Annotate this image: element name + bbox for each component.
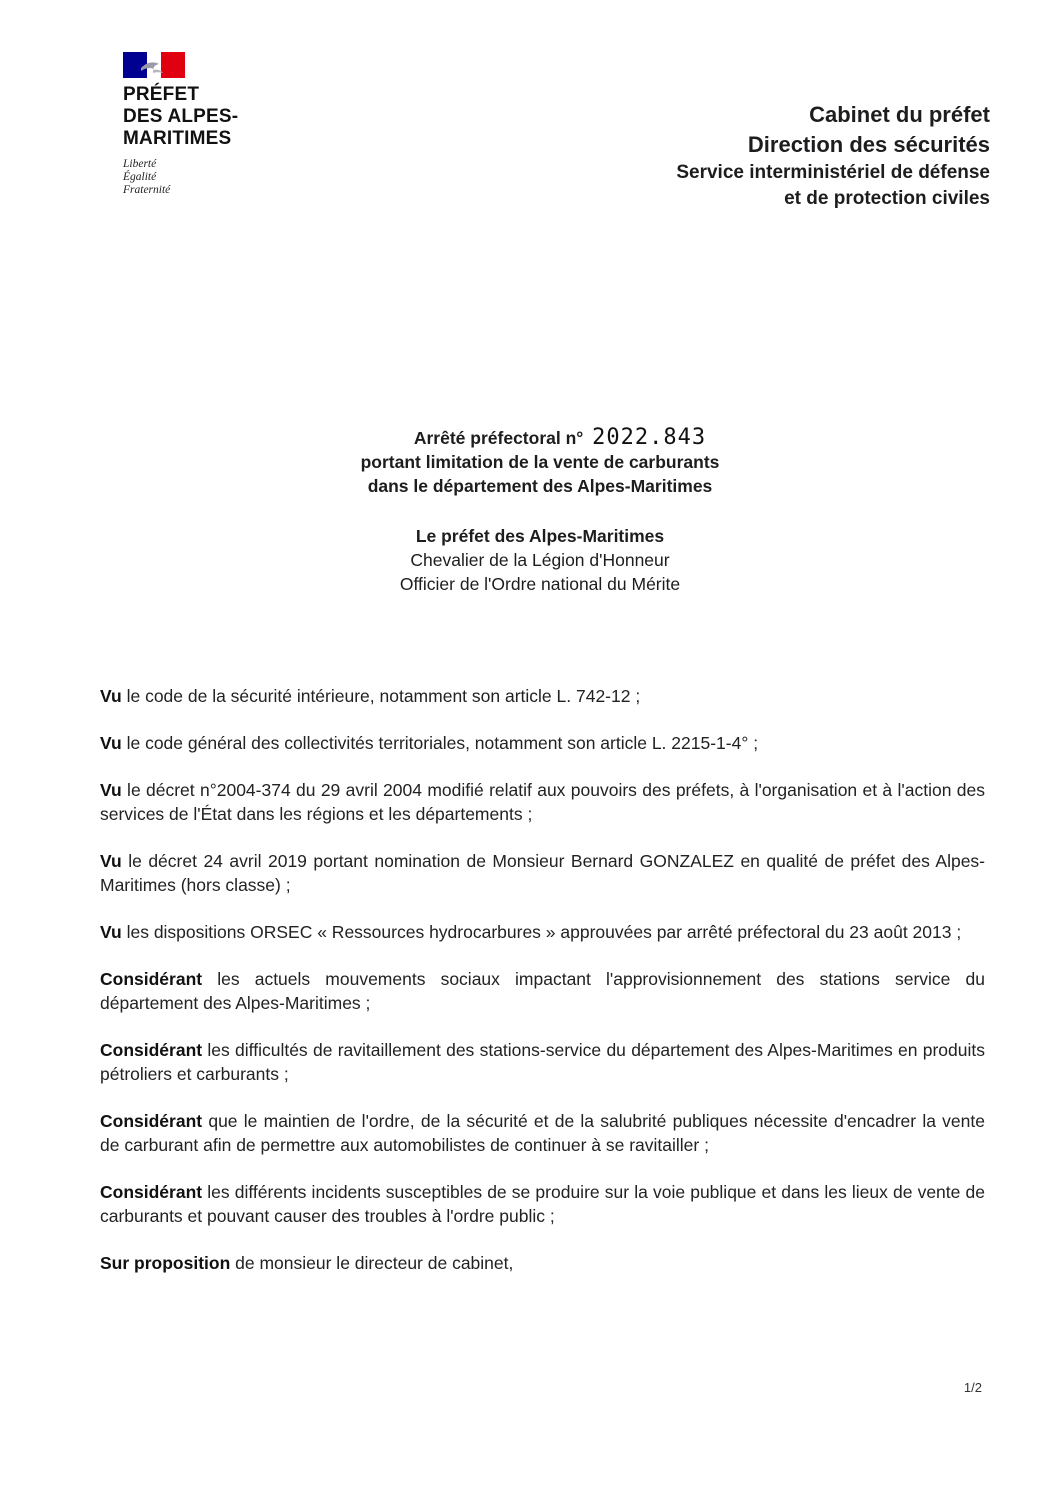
recital-paragraph [100,920,985,944]
prefet-name [123,84,323,150]
service-line: Direction des sécurités [747,132,990,157]
recital-keyword: Vu [100,922,122,942]
recital-keyword: Vu [100,851,122,871]
recital-paragraph [100,1038,985,1086]
recital-paragraph [100,1180,985,1228]
service-line: et de protection civiles [784,188,990,209]
service-line: Cabinet du préfet [809,102,990,127]
recital-text: le décret n°2004-374 du 29 avril 2004 modifié relatif aux pouvoirs des préfets, à l'organisation et à l'action des services de l'État dans les régions et les départements ; [100,780,985,824]
recital-keyword: Considérant [100,1182,203,1202]
page-number: 1/2 [963,1380,982,1395]
republic-motto [123,158,323,197]
recital-paragraph [100,849,985,897]
recital-keyword: Vu [100,686,122,706]
recital-text: les difficultés de ravitaillement des stations-service du département des Alpes-Maritimes en produits pétroliers et carburants ; [100,1040,985,1084]
prefet-line: DES ALPES- [123,106,239,127]
recital-text: que le maintien de l'ordre, de la sécurité et de la salubrité publiques nécessite d'encadrer la vente de carburant afin de permettre aux automobilistes de continuer à se ravitailler ; [100,1111,985,1155]
decree-title-line [260,426,820,450]
signer-title: Officier de l'Ordre national du Mérite [399,574,681,594]
decree-subject-line: dans le département des Alpes-Maritimes [367,476,713,496]
recital-text: les dispositions ORSEC « Ressources hydrocarbures » approuvées par arrêté préfectoral du 23 août 2013 ; [121,922,962,942]
recital-text: le code de la sécurité intérieure, notamment son article L. 742-12 ; [121,686,641,706]
recital-paragraph [100,778,985,826]
recital-keyword: Considérant [100,1040,203,1060]
motto-line: Égalité [123,171,157,183]
recital-keyword: Vu [100,733,122,753]
signer-name: Le préfet des Alpes-Maritimes [415,526,665,546]
recital-keyword: Vu [100,780,122,800]
signer-title: Chevalier de la Légion d'Honneur [410,550,670,570]
republic-logo-block [123,52,323,197]
service-line: Service interministériel de défense [676,162,990,183]
motto-line: Fraternité [123,184,171,196]
recital-paragraph [100,967,985,1015]
decree-label: Arrêté préfectoral n° [413,428,584,448]
decree-body [100,684,985,1298]
recital-text: le code général des collectivités territoriales, notamment son article L. 2215-1-4° ; [121,733,759,753]
recital-keyword: Sur proposition [100,1253,231,1273]
recital-text: de monsieur le directeur de cabinet, [230,1253,514,1273]
recital-keyword: Considérant [100,969,203,989]
recital-keyword: Considérant [100,1111,203,1131]
decree-number: 2022.843 [592,425,707,450]
recital-paragraph [100,684,985,708]
recital-text: les actuels mouvements sociaux impactant l'approvisionnement des stations service du département des Alpes-Maritimes ; [100,969,985,1013]
recital-paragraph [100,731,985,755]
marianne-flag-icon [123,52,185,78]
issuing-service [676,100,990,212]
recital-text: le décret 24 avril 2019 portant nomination de Monsieur Bernard GONZALEZ en qualité de préfet des Alpes-Maritimes (hors classe) ; [100,851,985,895]
recital-paragraph [100,1109,985,1157]
decree-subject-line: portant limitation de la vente de carburants [360,452,720,472]
decree-title [260,426,820,596]
signer-block [260,524,820,596]
prefet-line: MARITIMES [123,128,232,149]
motto-line: Liberté [123,158,157,170]
recital-paragraph [100,1251,985,1275]
recital-text: les différents incidents susceptibles de se produire sur la voie publique et dans les lieux de vente de carburants et pouvant causer des troubles à l'ordre public ; [100,1182,985,1226]
prefet-line: PRÉFET [123,84,200,105]
